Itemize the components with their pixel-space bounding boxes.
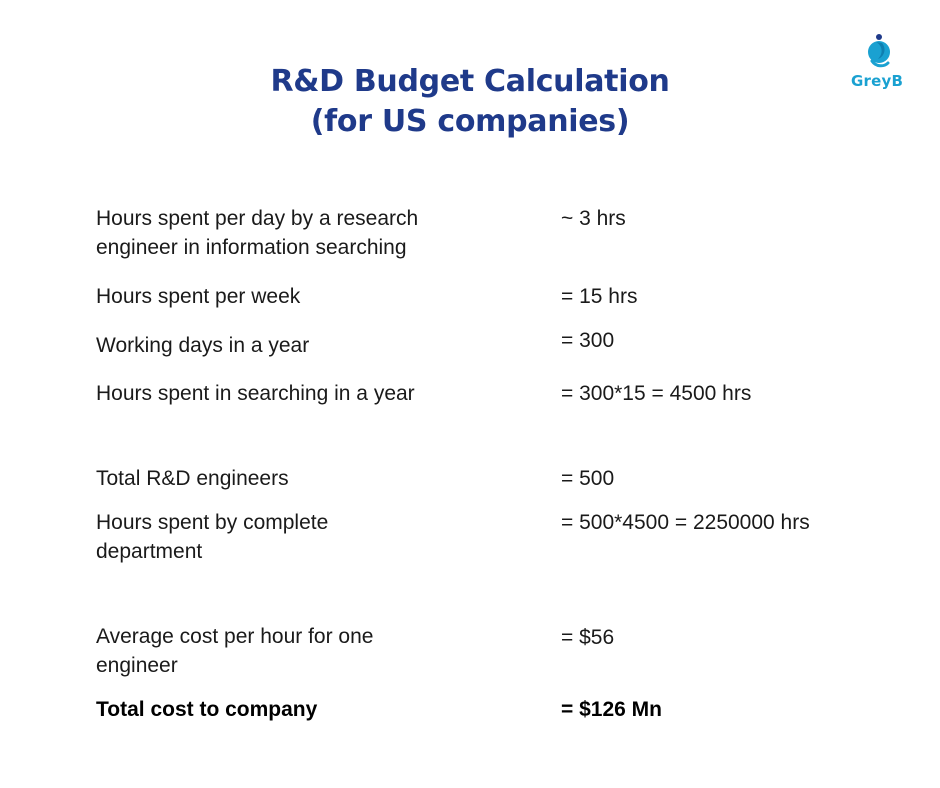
row-value-working-days: = 300 — [561, 329, 615, 352]
row-label-hours-per-week: Hours spent per week — [96, 285, 301, 308]
row-label-department-hours: Hours spent by complete department — [96, 511, 329, 563]
row-label-total-engineers: Total R&D engineers — [96, 467, 289, 490]
row-label-working-days: Working days in a year — [96, 334, 310, 357]
title-line-2: (for US companies) — [310, 104, 630, 139]
row-value-hours-per-year: = 300*15 = 4500 hrs — [561, 382, 752, 405]
row-value-department-hours: = 500*4500 = 2250000 hrs — [561, 511, 810, 534]
row-label-cost-per-hour: Average cost per hour for one engineer — [96, 625, 374, 677]
row-value-total-cost: = $126 Mn — [561, 698, 662, 721]
row-value-hours-per-week: = 15 hrs — [561, 285, 638, 308]
row-value-cost-per-hour: = $56 — [561, 626, 615, 649]
logo-text: GreyB — [851, 72, 904, 90]
row-value-hours-per-day: ~ 3 hrs — [561, 207, 626, 230]
row-label-total-cost: Total cost to company — [96, 698, 318, 721]
row-label-hours-per-day: Hours spent per day by a research engineer in information searching — [96, 207, 419, 259]
page-title — [0, 62, 940, 142]
title-line-1: R&D Budget Calculation — [270, 64, 670, 99]
row-value-total-engineers: = 500 — [561, 467, 615, 490]
row-label-hours-per-year: Hours spent in searching in a year — [96, 382, 415, 405]
